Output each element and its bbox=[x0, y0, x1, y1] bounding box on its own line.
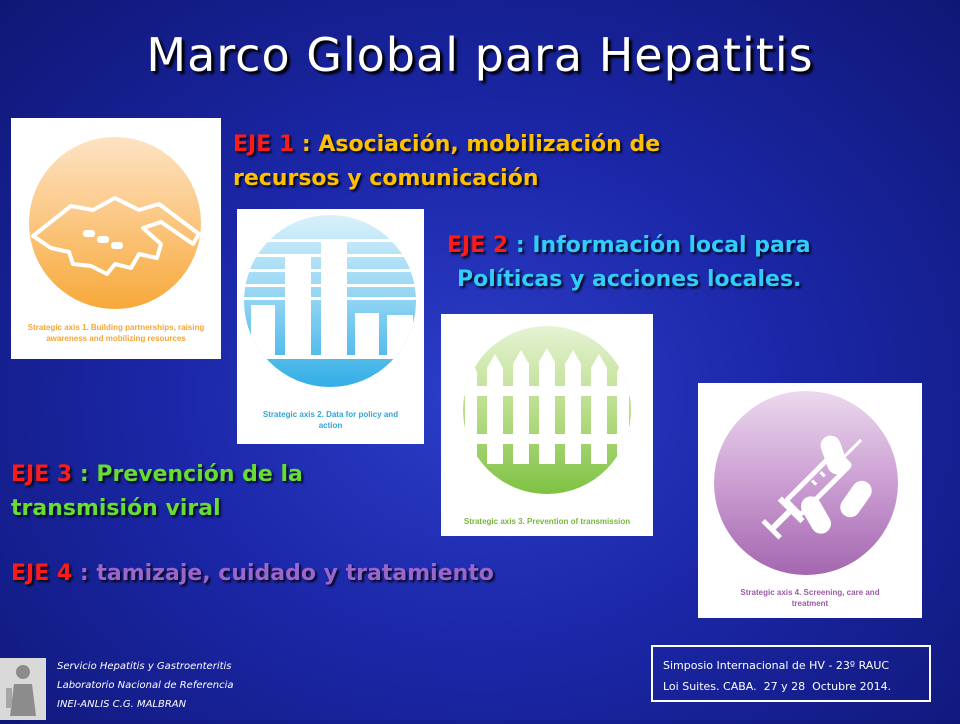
axis2-label: EJE 2 bbox=[447, 233, 509, 258]
axis1-caption-line2: awareness and mobilizing resources bbox=[46, 334, 186, 343]
axis3-caption-line1: Strategic axis 3. Prevention of transmission bbox=[463, 517, 631, 526]
event-info-box bbox=[651, 645, 931, 702]
syringe-pills-icon bbox=[698, 383, 922, 618]
axis2-caption-line1: Strategic axis 2. Data for policy and bbox=[262, 410, 399, 419]
axis2-line2: Políticas y acciones locales. bbox=[457, 267, 802, 292]
axis3-line2: transmisión viral bbox=[11, 496, 221, 521]
fence-icon bbox=[441, 314, 653, 536]
axis4-caption-line1: Strategic axis 4. Screening, care and bbox=[740, 588, 880, 597]
footer-institution-line3: INEI-ANLIS C.G. MALBRAN bbox=[57, 699, 187, 710]
axis3-line1: Prevención de la bbox=[96, 462, 303, 487]
axis4-image bbox=[698, 383, 922, 618]
axis4-label: EJE 4 bbox=[11, 561, 73, 586]
axis2-line1: Información local para bbox=[532, 233, 811, 258]
axis1-caption-line1: Strategic axis 1. Building partnerships, raising bbox=[27, 323, 205, 332]
axis4-caption-line2: treatment bbox=[791, 599, 829, 608]
axis2-caption-line2: action bbox=[318, 421, 343, 430]
axis4-sep: : bbox=[72, 561, 97, 586]
footer-institution-line1: Servicio Hepatitis y Gastroenteritis bbox=[57, 661, 232, 672]
axis4-line1: tamizaje, cuidado y tratamiento bbox=[96, 561, 494, 586]
slide-title: Marco Global para Hepatitis bbox=[146, 28, 814, 82]
axis1-sep: : bbox=[294, 132, 319, 157]
axis1-line1: Asociación, mobilización de bbox=[318, 132, 661, 157]
axis2-image bbox=[237, 209, 424, 444]
footer-institution-line2: Laboratorio Nacional de Referencia bbox=[57, 680, 234, 691]
event-info-line1: Simposio Internacional de HV - 23º RAUC bbox=[663, 659, 890, 672]
axis2-sep: : bbox=[508, 233, 533, 258]
axis3-image bbox=[441, 314, 653, 536]
event-info-line2: Loi Suites. CABA. 27 y 28 Octubre 2014. bbox=[663, 680, 892, 693]
axis1-line2: recursos y comunicación bbox=[233, 166, 539, 191]
institution-logo bbox=[0, 658, 46, 720]
axis3-sep: : bbox=[72, 462, 97, 487]
axis3-label: EJE 3 bbox=[11, 462, 73, 487]
axis1-label: EJE 1 bbox=[233, 132, 295, 157]
axis1-image bbox=[11, 118, 221, 359]
